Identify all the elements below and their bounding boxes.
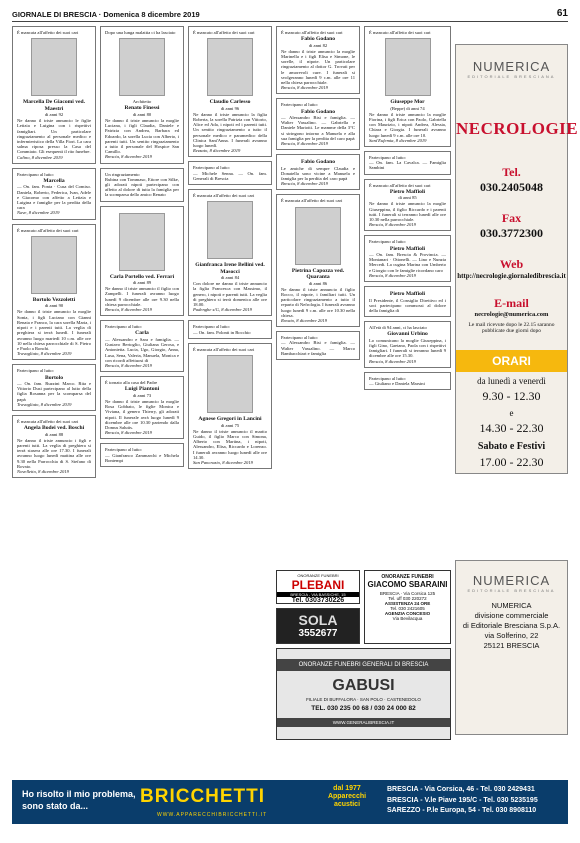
- notice-text: Ne danno il triste annuncio la moglie Luciana, i figli Claudia, Daniele e Patrizia con Andrea, Barbara ed Edoardo, la sorella Lucia con Alberto, i parenti tutti. Un sentito ringraziamento a tutto il personale del Hospice San Camillo.: [105, 118, 179, 155]
- obituary-notice: [364, 321, 451, 368]
- since-line-3: acustici: [333, 801, 361, 808]
- obituary-notice: [12, 415, 96, 478]
- plebani-address: BRESCIA - VIA BASSICHE, 15: [277, 592, 359, 597]
- portrait-photo: [207, 355, 253, 413]
- page-number: 61: [556, 8, 568, 19]
- numerica-corporate-box: [455, 560, 568, 735]
- sbaraini-hours: ASSISTENZA 24 ORE: [384, 601, 431, 606]
- email-note: Le mail ricevute dopo le 22.15 saranno pubblicate due giorni dopo: [468, 322, 555, 334]
- tel-number: 030.2405048: [480, 180, 543, 194]
- gabusi-ad: [276, 648, 451, 740]
- obituary-notice: [12, 168, 96, 220]
- obituary-notice: [188, 189, 272, 316]
- bricchetti-url[interactable]: WWW.APPARECCHIBRICCHETTI.IT: [157, 812, 268, 818]
- gabusi-title: ONORANZE FUNEBRI GENERALI DI BRESCIA: [277, 659, 450, 671]
- obituary-notice: [364, 26, 451, 147]
- column-4: [276, 26, 360, 566]
- notice-intro: È mancato all'affetto dei suoi cari: [369, 30, 431, 35]
- deceased-name: Pietro Maffioli: [389, 291, 426, 298]
- notice-intro: È mancata all'affetto dei suoi cari: [193, 193, 255, 199]
- notice-place-date: Brescia, 8 dicembre 2019: [369, 358, 416, 364]
- notice-text: — On. fam. La Cavalca. — Famiglia Sambini: [369, 160, 446, 171]
- deceased-age: di anni 92: [44, 112, 64, 118]
- email-link[interactable]: necrologie@numerica.com: [474, 311, 549, 318]
- gabusi-web: WWW.GENERALIBRESCIA.IT: [277, 718, 450, 727]
- orari-saturday-time: 17.00 - 22.30: [479, 455, 544, 469]
- orari-days: da lunedì a venerdì: [477, 376, 546, 386]
- web-label: Web: [499, 257, 524, 271]
- notice-intro: Partecipano al lutto:: [105, 447, 142, 453]
- notice-text: — Giuliano e Daniela Marsini: [369, 380, 425, 386]
- notice-text: — Alessandro e Sara e famiglia. — Gustavo Bertoglio, Giuliana Gerosa, e Antonietta. Lucia, Ugo, Giorgio, Anna, Lusa, Sena, Valeria, Manuela, Monica e con ricordi affettuosi di: [105, 336, 179, 363]
- necrologie-title: NECROLOGIE: [456, 119, 579, 138]
- deceased-name: Pietrina Capozza ved. Quaranta: [291, 267, 345, 281]
- deceased-name: Giuseppe Mor: [390, 99, 425, 106]
- deceased-name: Carla Portello ved. Ferrari: [109, 273, 175, 280]
- numerica-logo-2: NUMERICA: [472, 573, 551, 588]
- sola-ad: [276, 608, 360, 644]
- branch-3: SAREZZO - P.le Europa, 54 - Tel. 030 8908110: [387, 807, 537, 814]
- plebani-tel: Tel. 0303730226: [291, 597, 345, 604]
- obituary-notice: [100, 320, 184, 372]
- deceased-name: Fabio Godano: [300, 36, 336, 43]
- numerica-logo-sub: EDITORIALE BRESCIANA: [467, 74, 556, 79]
- notice-place-date: Brescia, 8 dicembre 2019: [105, 307, 152, 313]
- deceased-age: di anni 85: [398, 195, 417, 201]
- corp-line-5: 25121 BRESCIA: [483, 641, 540, 650]
- obituary-notice: [188, 26, 272, 157]
- notice-text: — On. fam. Ruzzini Marco. Rita e Vittorio Dusi partecipano al lutto della figlia Rosanna per la scomparsa del papà: [17, 380, 91, 402]
- plebani-title: ONORANZE FUNEBRI: [297, 573, 339, 578]
- notice-intro: È tornato alla casa del Padre: [105, 380, 158, 386]
- notice-place-date: Brescia, 8 dicembre 2019: [281, 141, 328, 147]
- obituary-notice: [364, 372, 451, 390]
- page-header: [12, 8, 568, 22]
- email-label: E-mail: [494, 296, 529, 310]
- numerica-logo-sub-2: EDITORIALE BRESCIANA: [467, 588, 556, 593]
- notice-text: Il Presidente, il Consiglio Direttivo ed i soci partecipano commossi al dolore della famiglia di: [369, 297, 446, 313]
- notice-text: Ne danno il triste annuncio la moglie Giuseppina, il figlio Riccardo e i parenti tutti. I funerali si terranno lunedì alle ore 10.30 nella parrocchiale.: [369, 201, 446, 223]
- notice-place-date: Travagliato, 8 dicembre 2019: [17, 401, 72, 407]
- notice-text: Ne danno il triste annuncio la moglie Rosa Gobbato, le figlie Monica e Viviana, il genero Thierry, gli adorati nipoti. Il funerale avrà luogo lunedì 9 dicembre alle ore 10.30 partendo dalla Domus Salutis.: [105, 398, 179, 430]
- notice-intro: All'età di 94 anni, ci ha lasciato: [369, 325, 427, 331]
- corp-line-3: di Editoriale Bresciana S.p.A.: [462, 621, 561, 630]
- obituary-notice: [100, 376, 184, 439]
- portrait-photo: [119, 213, 165, 271]
- obituary-notice: [12, 224, 96, 361]
- notice-intro: Partecipano al lutto:: [281, 102, 318, 108]
- obituary-notice: [188, 320, 272, 338]
- notice-text: — On. fam. Ponta · Cusa del Comiso. Daniela, Roberto, Federica, Ivan, Adele e Giacomo con affetto a Letizia e Luigina e famiglie per la perdita della cara: [17, 184, 91, 211]
- sbaraini-agency-address: Via Bevilacqua: [392, 616, 423, 621]
- corp-line-4: via Solferino, 22: [484, 631, 539, 640]
- column-3: [188, 26, 272, 776]
- notice-text: Le amiche di sempre Claudia e Donatella sono vicine a Manuela e famiglia per la perdita del caro papà: [281, 165, 355, 182]
- notice-text: Ne danno il triste annuncio la figlia Roberta, la sorella Patrizia con Vittorio, Alice ed Ada, i nipoti ed i parenti tutti. Un sentito ringraziamento a tutto il personale medico e paramedico della Clinica Sant'Anna. I funerali avranno luogo lunedì.: [193, 111, 267, 149]
- sbaraini-title: ONORANZE FUNEBRI: [381, 574, 434, 580]
- notice-intro: Dopo una lunga malattia ci ha lasciato: [105, 30, 176, 35]
- notice-place-date: Brescia, 8 dicembre 2019: [105, 362, 152, 368]
- notice-text: — On. fam. Brescia & Provincia. — Montanari · Ottonelli. — Lino e Nunzia Mercedi. La cugina Marina con Umberto e Giorgio con le famiglie ricordano caro: [369, 252, 446, 273]
- obituary-notice: [276, 154, 360, 190]
- sbaraini-agency: AGENZIA CONCESIO: [384, 611, 431, 616]
- portrait-photo: [207, 38, 253, 96]
- obituary-notice: [188, 343, 272, 469]
- notice-text: — Alessandro Bisi e famiglia. — Walter Vassalino. — Gabriella e Daniele Mariotti. Le mamme della 3°C si stringono intorno a Manuela e alla sua famiglia per la perdita del caro papà: [281, 115, 355, 141]
- portrait-photo: [207, 201, 253, 259]
- obituary-notice: [100, 206, 184, 317]
- deceased-age: di anni 86: [308, 280, 328, 286]
- notice-text: — Gianfranco Zammarchi e Michela Bontempi: [105, 452, 179, 463]
- header-title: GIORNALE DI BRESCIA · Domenica 8 dicembre 2019: [12, 10, 200, 19]
- portrait-photo: [31, 236, 77, 294]
- notice-intro: Partecipano al lutto:: [193, 324, 230, 330]
- deceased-name: Gianfranca Irene Bellini ved. Masocci: [195, 262, 265, 275]
- obituary-notice: [276, 194, 360, 327]
- column-1: [12, 26, 96, 776]
- notice-text: Ne danno il triste annuncio la moglie Sonia, i figli Luciano con Gianni Renata e Franco, la cara sorella Maria, i nipoti e i parenti tutti. La veglia di preghiera si terrà lunedì. I funerali avranno luogo martedì 10 c.m. alle ore 10 nella chiesa parrocchiale di S. Pietro e Paolo a Ronchi.: [17, 309, 91, 351]
- notice-place-date: Padenghe s/G, 8 dicembre 2019: [193, 307, 252, 313]
- web-link[interactable]: http://necrologie.giornaledibrescia.it: [457, 272, 566, 280]
- notice-text: Con dolore ne danno il triste annuncio la figlia Francesca con Massimo, il genero, i nipoti e parenti tutti. La veglia di preghiera si terrà domenica alle ore 18.00.: [193, 281, 267, 308]
- obituary-notice: [12, 364, 96, 411]
- plebani-ad: [276, 570, 360, 604]
- deceased-name: Luigi Piantoni: [124, 386, 160, 393]
- notice-intro: Partecipano al lutto:: [281, 335, 318, 341]
- notice-text: Ne danno il triste annuncio il marito Guido, il figlio Marco con Simona, Alberto con Martina, i nipoti, Alessandro, Elisa, Riccardo e Lorenzo. I funerali avranno luogo lunedì alle ore 14.30.: [193, 428, 267, 460]
- deceased-name: Pietro Maffioli: [389, 188, 426, 195]
- obituary-notice: [364, 286, 451, 317]
- numerica-logo: NUMERICA: [472, 59, 551, 74]
- notice-intro: Partecipano al lutto:: [105, 324, 142, 330]
- portrait-photo: [295, 207, 341, 265]
- notice-text: Ne danno il triste annuncio i figli e parenti tutti. La veglia di preghiera si terrà stasera alle ore 17.30. I funerali avranno luogo lunedì mattina alle ore 9.30 nella Parrocchia di S. Stefano di Rovato.: [17, 437, 91, 469]
- notice-place-date: Brescia, 8 dicembre 2019: [105, 154, 152, 160]
- notice-text: Ne danno il triste annuncio il figlio con Zampelli. I funerali avranno luogo lunedì 9 dicembre alle ore 9.30 nella chiesa parrocchiale.: [105, 286, 179, 307]
- notice-text: Ne danno il triste annuncio la moglie Marinella e i figli Elisa e Simone, le sorelle, il nipote. Un particolare ringraziamento al dottor G. Trovati per le amorevoli cure. I funerali si svolgeranno lunedì 9 c.m. alle ore 11 nella chiesa parrocchiale.: [281, 48, 355, 86]
- obituary-notice: [276, 98, 360, 150]
- orari-and: e: [509, 408, 514, 418]
- notice-text: — Michele Senna. — On. fam. Generali di Brescia: [193, 170, 267, 181]
- footer-line-2: sono stato da...: [22, 801, 89, 811]
- notice-place-date: Brescia, 8 dicembre 2019: [281, 181, 328, 187]
- deceased-age: (Beppe) di anni 74: [390, 105, 425, 111]
- notice-place-date: Brescia, 8 dicembre 2019: [369, 222, 416, 228]
- obituary-notice: [12, 26, 96, 164]
- deceased-name: Fabio Godano: [300, 159, 336, 166]
- obituary-notice: [100, 168, 184, 202]
- orari-morning: 9.30 - 12.30: [482, 389, 541, 403]
- obituary-notice: [364, 235, 451, 282]
- notice-place-date: Brescia, 8 dicembre 2019: [105, 430, 152, 436]
- notice-text: — Alessandro Bisi e famiglia. — Walter Vassalino. — Marco Bambacchiari e famiglia: [281, 340, 355, 356]
- notice-place-date: San Pancrazio, 8 dicembre 2019: [193, 459, 253, 465]
- notice-intro: È mancata all'affetto dei suoi cari: [193, 346, 255, 352]
- obituary-notice: [276, 331, 360, 360]
- sbaraini-ad: [364, 570, 451, 644]
- notice-intro: Partecipano al lutto:: [193, 165, 230, 171]
- sbaraini-tel2: Tel. 030 2421605: [390, 606, 425, 611]
- notice-text: Ne danno il triste annuncio le figlie Letizia e Luigina con i rispettivi famigliari. Un particolare ringraziamento al personale medico e infermieristico della Villa Fiori. La cara salma riposa presso la Casa del Commiato. Gli esequenti il rito funebre.: [17, 118, 91, 155]
- deceased-name: Bortolo Vezzoletti: [32, 296, 76, 303]
- notice-place-date: Rezzato, 8 dicembre 2019: [193, 148, 241, 154]
- notice-place-date: Travagliato, 8 dicembre 2019: [17, 351, 72, 357]
- notice-intro: È mancata all'affetto dei suoi cari: [17, 30, 79, 35]
- corp-line-2: divisione commerciale: [474, 611, 549, 620]
- since-line-1: dal 1977: [333, 785, 361, 792]
- orari-banner: ORARI: [456, 350, 567, 372]
- notice-place-date: Novelletto, 8 dicembre 2019: [17, 468, 69, 474]
- obituary-notice: [188, 161, 272, 185]
- tel-label: Tel.: [502, 165, 521, 179]
- deceased-age: di anni 89: [132, 280, 152, 286]
- notice-intro: Partecipano al lutto:: [369, 239, 406, 245]
- notice-place-date: Rovato, 8 dicembre 2019: [281, 317, 328, 323]
- sbaraini-address: BRESCIA · Via Corsica 125: [379, 591, 436, 596]
- branch-2: BRESCIA - V.le Piave 195/C - Tel. 030 5235195: [387, 796, 538, 804]
- since-line-2: Apparecchi: [327, 793, 367, 800]
- notice-intro: Partecipano al lutto:: [369, 155, 406, 161]
- deceased-name: Marcella De Giacomi ved. Maestri: [22, 99, 86, 112]
- corp-line-1: NUMERICA: [491, 601, 532, 610]
- sbaraini-tel: Tel. uff 030 220272: [388, 596, 427, 601]
- deceased-name: Angela Bodei ved. Boschi: [23, 425, 85, 432]
- footer-line-1: Ho risolto il mio problema,: [22, 789, 136, 799]
- notice-intro: È mancata all'affetto dei suoi cari: [17, 418, 79, 424]
- sbaraini-name: GIACOMO SBARAINI: [367, 580, 448, 589]
- deceased-age: di anni 88: [44, 431, 64, 437]
- notice-intro: Partecipano al lutto:: [17, 368, 54, 374]
- sola-name: SOLA: [298, 612, 338, 628]
- obituary-notice: [100, 443, 184, 467]
- gabusi-address: FILIALE DI BUFFALORA · SAN POLO · CASTENEDOLO: [306, 697, 421, 702]
- notice-intro: È mancato all'affetto dei suoi cari: [369, 182, 431, 188]
- notice-place-date: Brescia, 8 dicembre 2019: [281, 85, 328, 91]
- notice-text: Ne danno il triste annuncio la moglie Fiorina, i figli Erica con Paolo, Gabriella con Maurizio, i nipoti Andrea, Alessia, Chiara e Giorgia. I funerali avranno luogo lunedì 9 c.m. alle ore 10.: [369, 111, 446, 138]
- notice-intro: È mancata all'affetto dei suoi cari: [281, 198, 343, 204]
- notice-place-date: Calino, 8 dicembre 2019: [17, 154, 63, 160]
- necrologie-contacts-box: [455, 44, 579, 474]
- bricchetti-logo: BRICCHETTI: [140, 786, 266, 807]
- notice-place-date: Nave, 8 dicembre 2019: [17, 210, 60, 216]
- notice-title: Architetto: [132, 99, 152, 105]
- deceased-age: di anni 80: [132, 111, 152, 117]
- notice-intro: Partecipano al lutto:: [17, 171, 54, 177]
- notice-place-date: Sant'Eufemia, 8 dicembre 2019: [369, 137, 427, 143]
- deceased-age: di anni 82: [308, 42, 328, 48]
- notice-text: Lo comunicano la moglie Giuseppina, i figli Gino, Gaetano, Paola con i rispettivi famigliari. I funerali si terranno lunedì 9 dicembre alle ore 15.30.: [369, 337, 446, 359]
- obituary-notice: [364, 151, 451, 175]
- deceased-age: di anni 84: [220, 275, 240, 281]
- fax-number: 030.3772300: [480, 226, 543, 240]
- portrait-photo: [119, 38, 165, 96]
- bricchetti-footer-ad: [12, 780, 568, 824]
- notice-text: Rubina con Tommaso, Ettore con Silke, gli adorati nipoti partecipano con affetto al dolore di tutta la famiglia per la scomparsa dello amico Renato: [105, 176, 179, 198]
- deceased-age: di anni 90: [44, 303, 64, 309]
- column-2: [100, 26, 184, 776]
- deceased-name: Agnese Gregori in Lancini: [198, 416, 262, 423]
- gabusi-name: GABUSI: [332, 677, 395, 694]
- notice-text: — On. fam. Polonti in Bocchio: [193, 329, 251, 335]
- notice-text: Ne danno il triste annuncio il figlio Rocco, il nipote, i familiari tutti. Un particolare ringraziamento a tutto il reparto di Nefrologia. I funerali avranno luogo lunedì 9 c.m. alle ore 10.30 nella chiesa.: [281, 286, 355, 318]
- orari-afternoon: 14.30 - 22.30: [479, 421, 544, 435]
- obituary-notice: [100, 26, 184, 164]
- deceased-age: di anni 96: [220, 105, 240, 111]
- deceased-name: Bortolo: [44, 374, 64, 381]
- portrait-photo: [385, 38, 431, 96]
- notice-intro: Partecipano al lutto:: [369, 375, 406, 381]
- fax-label: Fax: [501, 211, 522, 225]
- deceased-name: Claudio Carlesso: [209, 99, 251, 106]
- notice-place-date: Brescia, 8 dicembre 2019: [369, 272, 416, 278]
- branch-1: BRESCIA - Via Corsica, 46 - Tel. 030 2429431: [387, 786, 535, 793]
- notice-intro: Un ringraziamento: [105, 171, 140, 177]
- gabusi-tel: TEL. 030 235 00 68 / 030 24 000 82: [311, 705, 416, 712]
- deceased-name: Carla: [135, 330, 149, 337]
- deceased-name: Marcella: [43, 178, 65, 185]
- obituary-notice: [276, 26, 360, 94]
- deceased-age: di anni 75: [220, 422, 240, 428]
- plebani-name: PLEBANI: [291, 578, 345, 592]
- sola-tel: 3552677: [298, 628, 338, 639]
- deceased-name: Giovanni Urbino: [387, 331, 428, 338]
- deceased-name: Renato Finessi: [124, 105, 160, 112]
- deceased-name: Fabio Godano: [300, 108, 336, 115]
- notice-intro: È mancato all'affetto dei suoi cari: [281, 30, 343, 35]
- orari-saturday: Sabato e Festivi: [477, 441, 546, 452]
- portrait-photo: [31, 38, 77, 96]
- deceased-name: Pietro Maffioli: [389, 245, 426, 252]
- obituary-notice: [364, 179, 451, 232]
- notice-intro: È mancato all'affetto dei suoi cari: [193, 30, 255, 35]
- deceased-age: di anni 73: [132, 392, 152, 398]
- notice-intro: È mancato all'affetto dei suoi cari: [17, 227, 79, 233]
